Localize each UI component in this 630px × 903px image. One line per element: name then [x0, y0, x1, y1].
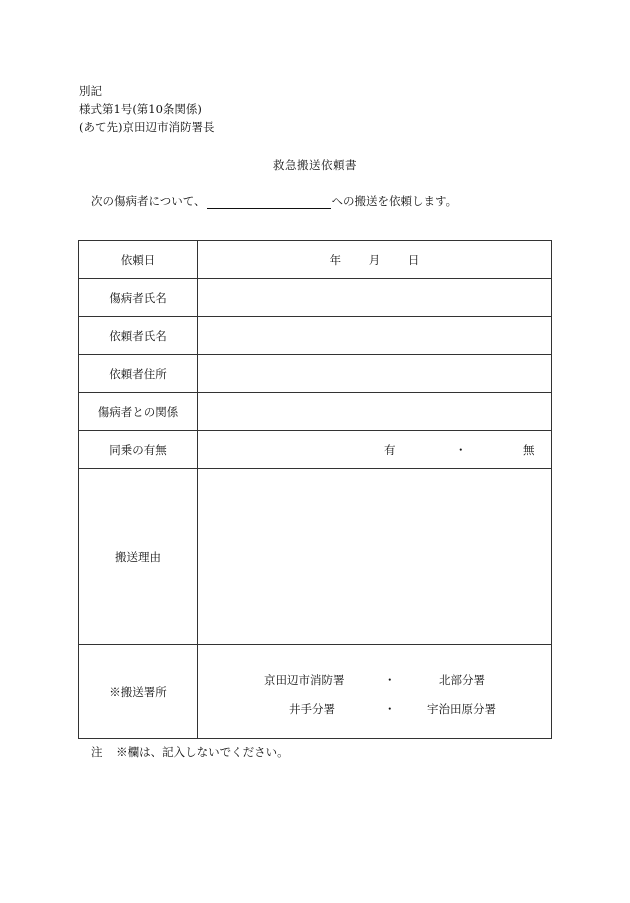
row-label-transport-reason: 搬送理由 [79, 469, 198, 645]
destination-blank-field[interactable] [207, 196, 331, 209]
table-row [79, 469, 552, 645]
patient-name-field[interactable] [198, 279, 552, 317]
requester-name-field[interactable] [198, 317, 552, 355]
month-label: 月 [368, 252, 381, 267]
table-row [79, 355, 552, 393]
relationship-field[interactable] [198, 393, 552, 431]
ride-along-field[interactable] [198, 431, 552, 469]
station-option-ide[interactable]: 井手分署 [289, 702, 335, 716]
intro-after: への搬送を依頼します。 [331, 194, 458, 208]
document-title: 救急搬送依頼書 [273, 158, 357, 172]
note-prefix: 注 [91, 745, 103, 759]
intro-before: 次の傷病者について、 [91, 194, 206, 208]
row-label-ride-along: 同乗の有無 [79, 431, 198, 469]
station-separator: ・ [384, 673, 396, 687]
request-date-field[interactable] [198, 241, 552, 279]
table-row [79, 645, 552, 739]
footnote [91, 744, 289, 760]
row-label-requester-name: 依頼者氏名 [79, 317, 198, 355]
row-label-relationship: 傷病者との関係 [79, 393, 198, 431]
note-text: ※欄は、記入しないでください。 [116, 745, 289, 759]
year-label: 年 [329, 252, 342, 267]
table-row [79, 317, 552, 355]
transport-reason-field[interactable] [198, 469, 552, 645]
option-separator: ・ [455, 443, 467, 457]
station-option-main[interactable]: 京田辺市消防署 [264, 673, 345, 687]
appendix-label: 別記 [79, 84, 102, 98]
form-number: 様式第1号(第10条関係) [79, 102, 202, 116]
table-row [79, 431, 552, 469]
station-field [198, 645, 552, 739]
option-no[interactable]: 無 [523, 443, 535, 457]
station-option-north[interactable]: 北部分署 [439, 673, 485, 687]
table-row [79, 393, 552, 431]
request-form-table [78, 240, 552, 739]
station-separator: ・ [384, 702, 396, 716]
day-label: 日 [407, 252, 420, 267]
requester-address-field[interactable] [198, 355, 552, 393]
row-label-requester-address: 依頼者住所 [79, 355, 198, 393]
row-label-request-date: 依頼日 [79, 241, 198, 279]
table-row [79, 279, 552, 317]
option-yes[interactable]: 有 [384, 443, 396, 457]
intro-sentence [91, 193, 457, 209]
table-row [79, 241, 552, 279]
row-label-station: ※搬送署所 [79, 645, 198, 739]
row-label-patient-name: 傷病者氏名 [79, 279, 198, 317]
station-option-ujitawara[interactable]: 宇治田原分署 [427, 702, 496, 716]
addressee: (あて先)京田辺市消防署長 [79, 120, 215, 134]
